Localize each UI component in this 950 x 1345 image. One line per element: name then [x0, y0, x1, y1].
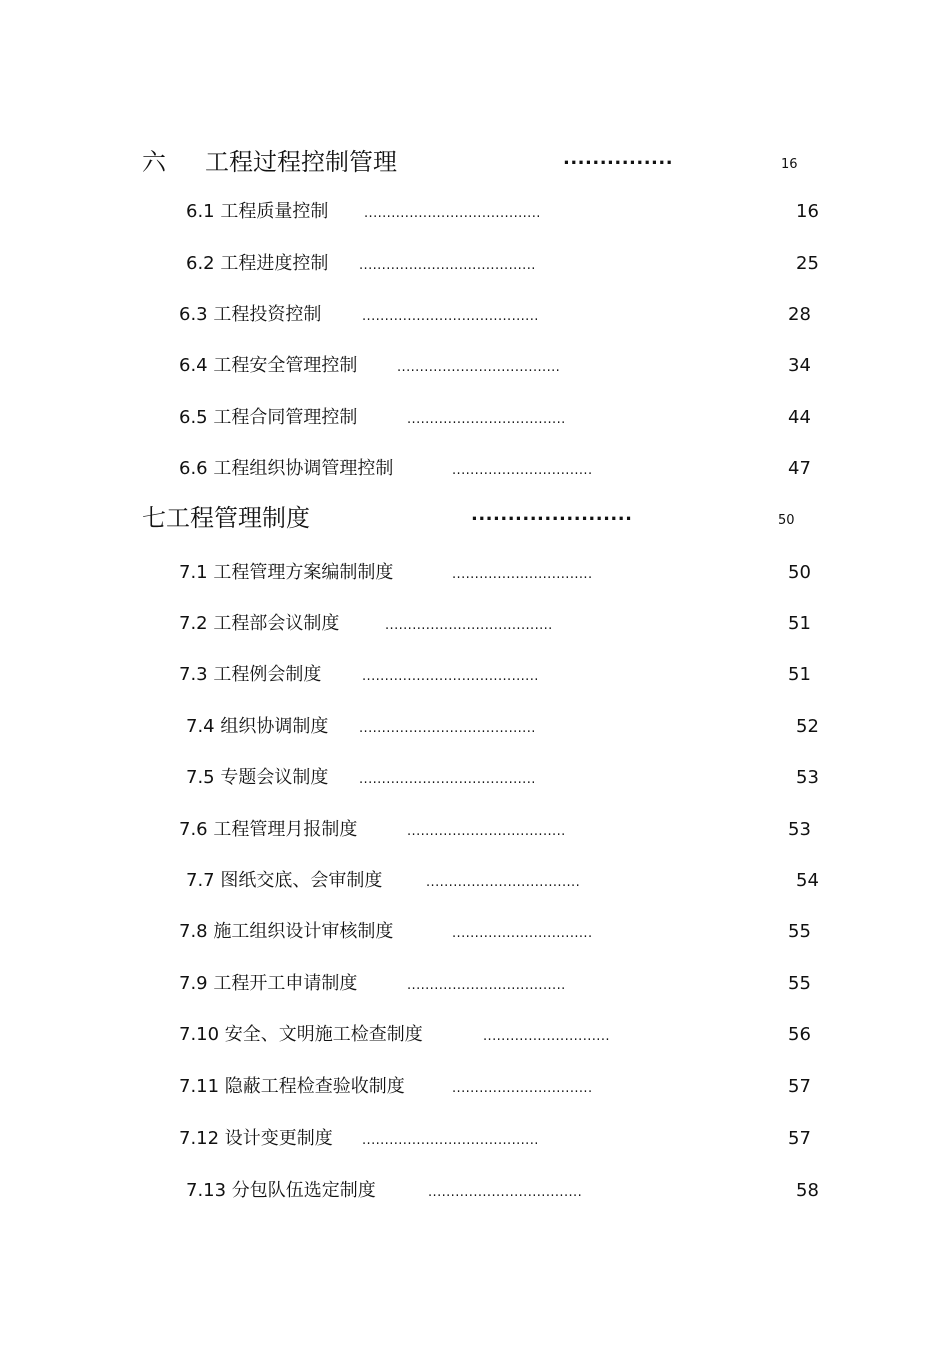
page-number: 55: [788, 921, 811, 942]
leader-dots: ..................................: [428, 1185, 583, 1200]
page-number: 53: [796, 767, 819, 788]
page-number: 16: [781, 157, 798, 172]
page-number: 16: [796, 201, 819, 222]
leader-dots: .......................................: [359, 772, 536, 787]
leader-dots: ...............................: [452, 926, 593, 941]
page-number: 51: [788, 613, 811, 634]
page-number: 28: [788, 304, 811, 325]
page-number: 58: [796, 1180, 819, 1201]
entry-title: 6.1 工程质量控制: [186, 201, 329, 222]
toc-entry-7-11: [0, 1078, 950, 1118]
entry-title: 7.6 工程管理月报制度: [179, 819, 358, 840]
entry-title: 7.10 安全、文明施工检查制度: [179, 1024, 423, 1045]
leader-dots: ...............................: [452, 1081, 593, 1096]
entry-title: 7.13 分包队伍选定制度: [186, 1180, 376, 1201]
leader-dots: .....................................: [385, 618, 553, 633]
toc-entry-6-4: [0, 357, 950, 397]
leader-dots: .......................................: [362, 669, 539, 684]
toc-entry-7-5: [0, 769, 950, 809]
entry-title: 7.7 图纸交底、会审制度: [186, 870, 383, 891]
section-title: 工程过程控制管理: [205, 148, 397, 176]
toc-entry-7-2: [0, 615, 950, 655]
entry-title: 7.4 组织协调制度: [186, 716, 329, 737]
entry-title: 7.5 专题会议制度: [186, 767, 329, 788]
toc-entry-7-8: [0, 923, 950, 963]
entry-title: 6.5 工程合同管理控制: [179, 407, 358, 428]
leader-dots: ...............................: [452, 567, 593, 582]
leader-dots: ...................................: [407, 412, 566, 427]
section-title: 七工程管理制度: [142, 504, 310, 532]
entry-title: 7.1 工程管理方案编制制度: [179, 562, 394, 583]
page-number: 56: [788, 1024, 811, 1045]
page-number: 50: [788, 562, 811, 583]
page-number: 51: [788, 664, 811, 685]
leader-dots: ...................................: [407, 824, 566, 839]
toc-entry-7-12: [0, 1130, 950, 1170]
toc-entry-7-9: [0, 975, 950, 1015]
leader-dots: .......................................: [364, 206, 541, 221]
toc-entry-7-1: [0, 564, 950, 604]
toc-entry-7-4: [0, 718, 950, 758]
entry-title: 6.3 工程投资控制: [179, 304, 322, 325]
entry-title: 7.11 隐蔽工程检查验收制度: [179, 1076, 405, 1097]
page-number: 25: [796, 253, 819, 274]
toc-entry-7-7: [0, 872, 950, 912]
entry-title: 7.12 设计变更制度: [179, 1128, 333, 1149]
toc-section-7: [0, 506, 950, 546]
entry-title: 6.2 工程进度控制: [186, 253, 329, 274]
leader-dots: ...............: [563, 148, 674, 169]
leader-dots: ...................................: [407, 978, 566, 993]
toc-section-6: [0, 150, 950, 190]
entry-title: 7.3 工程例会制度: [179, 664, 322, 685]
toc-entry-6-3: [0, 306, 950, 346]
leader-dots: ............................: [483, 1029, 610, 1044]
page-number: 55: [788, 973, 811, 994]
toc-entry-7-10: [0, 1026, 950, 1066]
toc-entry-7-13: [0, 1182, 950, 1222]
page-number: 54: [796, 870, 819, 891]
toc-entry-6-5: [0, 409, 950, 449]
page-number: 53: [788, 819, 811, 840]
page-number: 52: [796, 716, 819, 737]
toc-entry-7-6: [0, 821, 950, 861]
toc-entry-6-1: [0, 203, 950, 243]
toc-entry-6-6: [0, 460, 950, 500]
page-number: 57: [788, 1076, 811, 1097]
page-number: 50: [778, 513, 795, 528]
page-number: 44: [788, 407, 811, 428]
entry-title: 7.2 工程部会议制度: [179, 613, 340, 634]
page-number: 57: [788, 1128, 811, 1149]
leader-dots: ....................................: [397, 360, 561, 375]
entry-title: 7.9 工程开工申请制度: [179, 973, 358, 994]
entry-title: 6.4 工程安全管理控制: [179, 355, 358, 376]
leader-dots: .......................................: [359, 721, 536, 736]
leader-dots: ......................: [471, 504, 633, 525]
toc-entry-6-2: [0, 255, 950, 295]
page-number: 47: [788, 458, 811, 479]
leader-dots: .......................................: [359, 258, 536, 273]
leader-dots: ..................................: [426, 875, 581, 890]
page-number: 34: [788, 355, 811, 376]
leader-dots: .......................................: [362, 1133, 539, 1148]
leader-dots: .......................................: [362, 309, 539, 324]
leader-dots: ...............................: [452, 463, 593, 478]
section-number: 六: [142, 148, 166, 176]
toc-entry-7-3: [0, 666, 950, 706]
entry-title: 6.6 工程组织协调管理控制: [179, 458, 394, 479]
entry-title: 7.8 施工组织设计审核制度: [179, 921, 394, 942]
